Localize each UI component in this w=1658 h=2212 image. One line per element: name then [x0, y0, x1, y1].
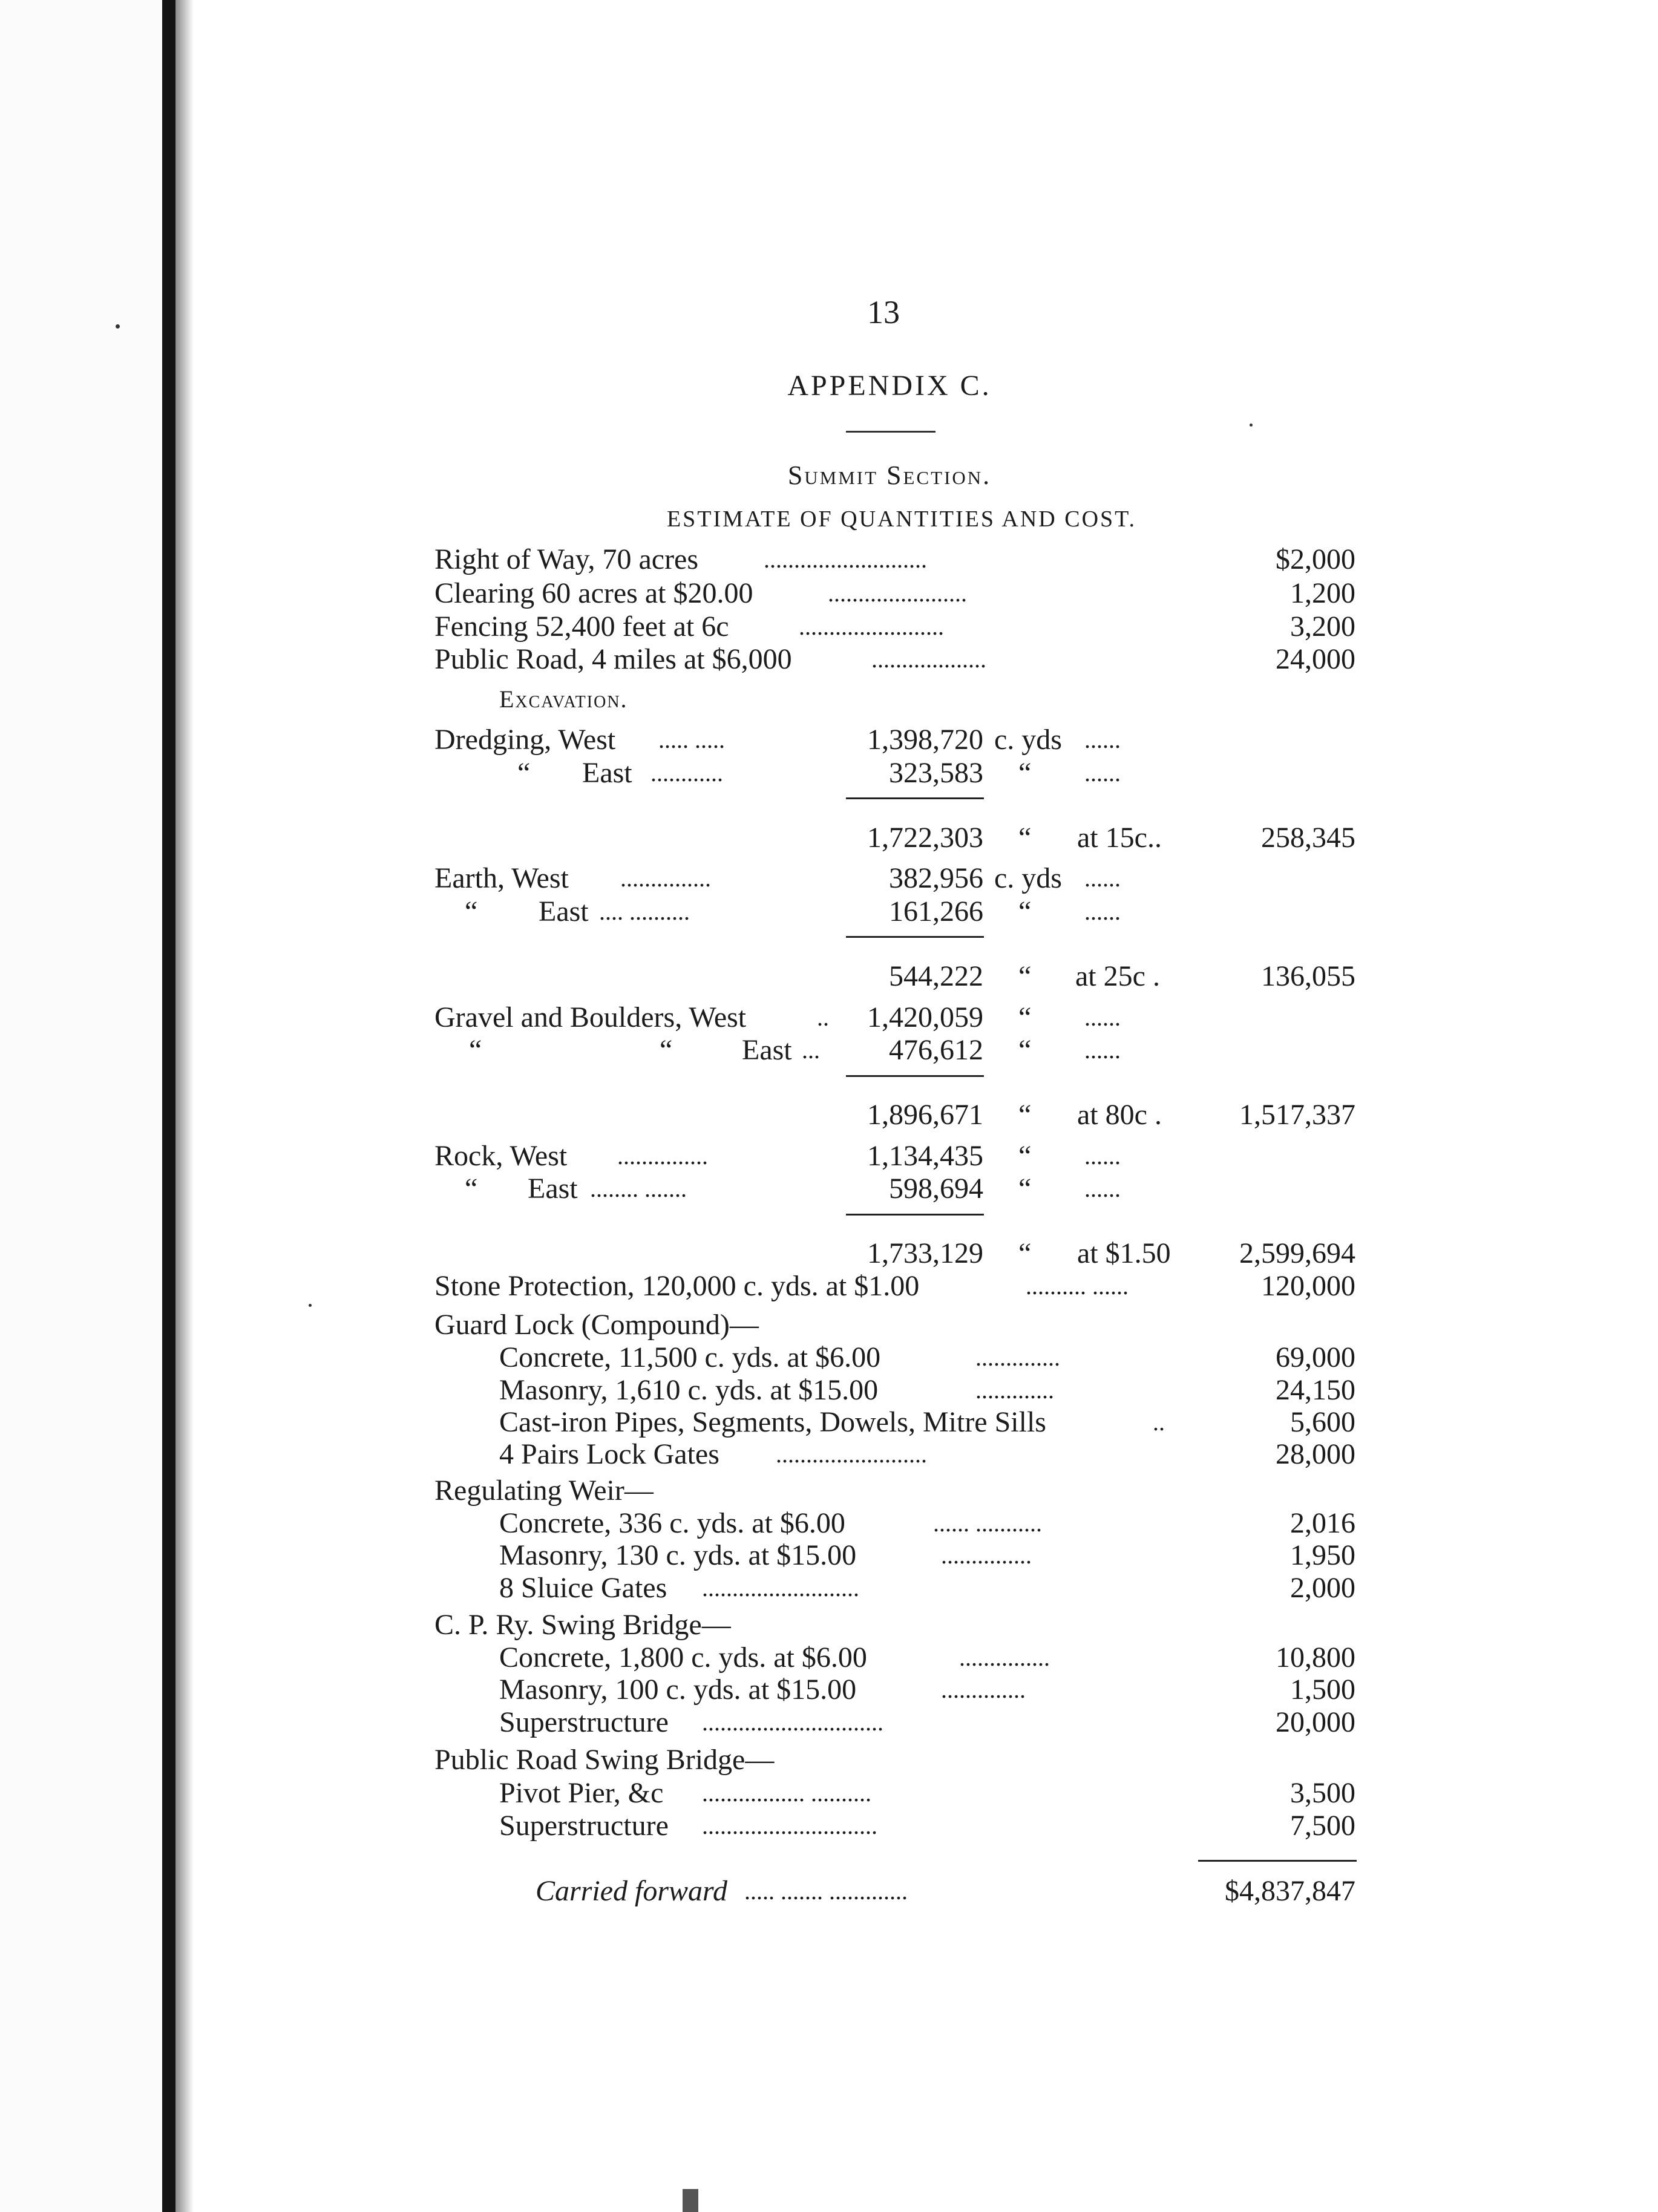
- unit: “: [1018, 1001, 1032, 1033]
- dot-leader: ..............: [975, 1344, 1060, 1371]
- amount: 20,000: [1276, 1706, 1355, 1738]
- subtotal-rule: [846, 797, 984, 799]
- item-label: Masonry, 1,610 c. yds. at $15.00: [499, 1374, 879, 1406]
- dot-leader: .......................: [828, 580, 967, 607]
- dot-leader: .............: [975, 1376, 1054, 1404]
- unit-leader: ......: [1084, 1004, 1121, 1031]
- group-heading: Public Road Swing Bridge—: [434, 1744, 775, 1776]
- unit: “: [1018, 822, 1032, 854]
- item-label: Concrete, 11,500 c. yds. at $6.00: [499, 1341, 881, 1373]
- dot-leader: ..: [1153, 1409, 1165, 1436]
- item-label: Stone Protection, 120,000 c. yds. at $1.00: [434, 1270, 920, 1302]
- quantity-total: 1,722,303: [867, 822, 983, 854]
- group-heading: Regulating Weir—: [434, 1474, 654, 1507]
- table-row: [0, 1405, 1658, 1439]
- amount: 136,055: [1261, 960, 1355, 992]
- amount: 1,500: [1290, 1674, 1355, 1706]
- table-row: [0, 1776, 1658, 1810]
- item-label: Superstructure: [499, 1810, 669, 1842]
- ditto-mark: “: [517, 757, 531, 789]
- quantity: 476,612: [889, 1034, 983, 1066]
- dot-leader: ............: [650, 759, 723, 787]
- quantity: 1,134,435: [867, 1140, 983, 1172]
- unit: “: [1018, 960, 1032, 992]
- item-label: East: [582, 757, 632, 789]
- unit-leader: ......: [1084, 1175, 1121, 1202]
- item-label: Masonry, 100 c. yds. at $15.00: [499, 1674, 857, 1706]
- unit: “: [1018, 757, 1032, 789]
- amount: 2,000: [1290, 1572, 1355, 1604]
- amount: 120,000: [1261, 1270, 1355, 1302]
- quantity: 161,266: [889, 895, 983, 928]
- ditto-mark: “: [469, 1034, 482, 1066]
- table-row: [0, 862, 1658, 895]
- dot-leader: ...............: [620, 865, 711, 892]
- unit-leader: ......: [1084, 726, 1121, 753]
- dot-leader: ...... ...........: [933, 1510, 1042, 1537]
- subtotal-row: [0, 960, 1658, 993]
- subtotal-row: [0, 1237, 1658, 1271]
- item-label: Dredging, West: [434, 724, 616, 756]
- table-row: [0, 1341, 1658, 1375]
- dot-leader: ..... ....... .............: [744, 1877, 908, 1905]
- item-label: Rock, West: [434, 1140, 568, 1172]
- subtotal-row: [0, 1098, 1658, 1132]
- item-label: Public Road, 4 miles at $6,000: [434, 643, 792, 675]
- ditto-mark: “: [465, 1173, 478, 1205]
- dot-leader: ........................: [799, 613, 944, 640]
- dot-leader: ...................: [871, 646, 986, 673]
- amount: 7,500: [1290, 1810, 1355, 1842]
- amount: 2,599,694: [1239, 1237, 1355, 1269]
- amount: 1,200: [1290, 577, 1355, 609]
- item-label: Superstructure: [499, 1706, 669, 1738]
- unit: “: [1018, 895, 1032, 928]
- dot-leader: .........................: [776, 1441, 927, 1468]
- rate: at 25c .: [1075, 960, 1160, 992]
- rate: at 15c..: [1077, 822, 1162, 854]
- table-row: [0, 1373, 1658, 1407]
- item-label: Gravel and Boulders, West: [434, 1001, 747, 1033]
- unit-leader: ......: [1084, 898, 1121, 925]
- margin-speck: [309, 1304, 312, 1307]
- table-row: [0, 1507, 1658, 1540]
- table-row: [0, 756, 1658, 790]
- group-heading: C. P. Ry. Swing Bridge—: [434, 1609, 731, 1641]
- table-row: [0, 1641, 1658, 1675]
- amount: 28,000: [1276, 1438, 1355, 1470]
- table-row: [0, 1706, 1658, 1739]
- bottom-tab-mark: [683, 2189, 698, 2212]
- table-row: [0, 1673, 1658, 1707]
- dot-leader: ..: [817, 1004, 829, 1031]
- amount: 2,016: [1290, 1507, 1355, 1539]
- group-heading-row: [0, 1743, 1658, 1777]
- unit-leader: ......: [1084, 865, 1121, 892]
- quantity-total: 544,222: [889, 960, 983, 992]
- ditto-mark: “: [660, 1034, 673, 1066]
- quantity: 323,583: [889, 757, 983, 789]
- quantity: 1,420,059: [867, 1001, 983, 1033]
- dot-leader: ..............................: [702, 1709, 883, 1736]
- amount: 69,000: [1276, 1341, 1355, 1373]
- quantity: 382,956: [889, 862, 983, 894]
- subtotal-rule: [846, 1214, 984, 1216]
- unit: c. yds: [994, 862, 1062, 894]
- unit: c. yds: [994, 724, 1062, 756]
- section-heading: Summit Section.: [787, 460, 992, 490]
- table-row: [0, 643, 1658, 676]
- unit-leader: ......: [1084, 759, 1121, 787]
- table-row: [0, 610, 1658, 644]
- unit: “: [1018, 1099, 1032, 1131]
- unit-leader: ......: [1084, 1036, 1121, 1064]
- unit: “: [1018, 1140, 1032, 1172]
- carried-forward-row: [0, 1874, 1658, 1908]
- amount: $2,000: [1276, 543, 1355, 575]
- dot-leader: ...........................: [764, 546, 927, 573]
- amount: 24,000: [1276, 643, 1355, 675]
- title-rule: [846, 431, 935, 433]
- amount: 10,800: [1276, 1641, 1355, 1674]
- table-row: [0, 1001, 1658, 1035]
- group-heading-row: [0, 1608, 1658, 1642]
- item-label: Clearing 60 acres at $20.00: [434, 577, 753, 609]
- appendix-title: APPENDIX C.: [787, 370, 992, 402]
- ditto-mark: “: [465, 895, 478, 928]
- item-label: 8 Sluice Gates: [499, 1572, 667, 1604]
- dot-leader: .............................: [702, 1812, 877, 1839]
- group-heading-row: [0, 1474, 1658, 1508]
- quantity-total: 1,896,671: [867, 1099, 983, 1131]
- dot-leader: .......... ......: [1026, 1272, 1129, 1300]
- margin-speck: [1250, 424, 1253, 427]
- item-label: 4 Pairs Lock Gates: [499, 1438, 719, 1470]
- quantity-total: 1,733,129: [867, 1237, 983, 1269]
- item-label: East: [528, 1173, 578, 1205]
- amount: 3,200: [1290, 610, 1355, 643]
- amount: 5,600: [1290, 1406, 1355, 1438]
- dot-leader: ...............: [959, 1644, 1050, 1671]
- dot-leader: ........ .......: [590, 1175, 687, 1202]
- item-label: East: [539, 895, 589, 928]
- estimate-heading: ESTIMATE OF QUANTITIES AND COST.: [666, 506, 1137, 532]
- group-heading-row: [0, 1308, 1658, 1342]
- dot-leader: ................. ..........: [702, 1779, 871, 1807]
- table-row: [0, 1172, 1658, 1206]
- table-row: [0, 543, 1658, 577]
- page-number: 13: [867, 294, 900, 330]
- table-row: [0, 1539, 1658, 1572]
- amount: 24,150: [1276, 1374, 1355, 1406]
- dot-leader: ...............: [941, 1542, 1032, 1569]
- carried-forward-amount: $4,837,847: [1225, 1875, 1355, 1907]
- item-label: Concrete, 336 c. yds. at $6.00: [499, 1507, 845, 1539]
- quantity: 598,694: [889, 1173, 983, 1205]
- rate: at $1.50: [1077, 1237, 1171, 1269]
- subtotal-rule: [846, 936, 984, 938]
- table-row: [0, 895, 1658, 929]
- total-rule: [1198, 1860, 1357, 1862]
- dot-leader: ..... .....: [658, 726, 725, 753]
- unit-leader: ......: [1084, 1142, 1121, 1170]
- item-label: Right of Way, 70 acres: [434, 543, 699, 575]
- item-label: Pivot Pier, &c: [499, 1777, 664, 1809]
- table-row: [0, 1033, 1658, 1067]
- item-label: Earth, West: [434, 862, 569, 894]
- table-row: [0, 1139, 1658, 1173]
- subtotal-rule: [846, 1075, 984, 1077]
- item-label: East: [742, 1034, 792, 1066]
- subtotal-row: [0, 821, 1658, 855]
- amount: 258,345: [1261, 822, 1355, 854]
- table-row: [0, 1269, 1658, 1303]
- excavation-subhead: Excavation.: [499, 686, 628, 713]
- dot-leader: ..........................: [702, 1574, 859, 1602]
- table-row: [0, 723, 1658, 757]
- table-row: [0, 1809, 1658, 1843]
- dot-leader: .... ..........: [599, 898, 690, 925]
- margin-speck: [116, 324, 120, 329]
- dot-leader: ...: [802, 1036, 820, 1064]
- item-label: Masonry, 130 c. yds. at $15.00: [499, 1539, 857, 1571]
- quantity: 1,398,720: [867, 724, 983, 756]
- item-label: Concrete, 1,800 c. yds. at $6.00: [499, 1641, 867, 1674]
- amount: 3,500: [1290, 1777, 1355, 1809]
- carried-forward-label: Carried forward: [536, 1875, 727, 1907]
- amount: 1,517,337: [1239, 1099, 1355, 1131]
- table-row: [0, 1438, 1658, 1471]
- unit: “: [1018, 1237, 1032, 1269]
- rate: at 80c .: [1077, 1099, 1162, 1131]
- unit: “: [1018, 1173, 1032, 1205]
- group-heading: Guard Lock (Compound)—: [434, 1309, 759, 1341]
- table-row: [0, 1571, 1658, 1605]
- table-row: [0, 577, 1658, 610]
- table-row: [0, 682, 1658, 716]
- item-label: Cast-iron Pipes, Segments, Dowels, Mitre Sills: [499, 1406, 1046, 1438]
- dot-leader: ...............: [617, 1142, 708, 1170]
- item-label: Fencing 52,400 feet at 6c: [434, 610, 729, 643]
- dot-leader: ..............: [941, 1676, 1026, 1703]
- unit: “: [1018, 1034, 1032, 1066]
- amount: 1,950: [1290, 1539, 1355, 1571]
